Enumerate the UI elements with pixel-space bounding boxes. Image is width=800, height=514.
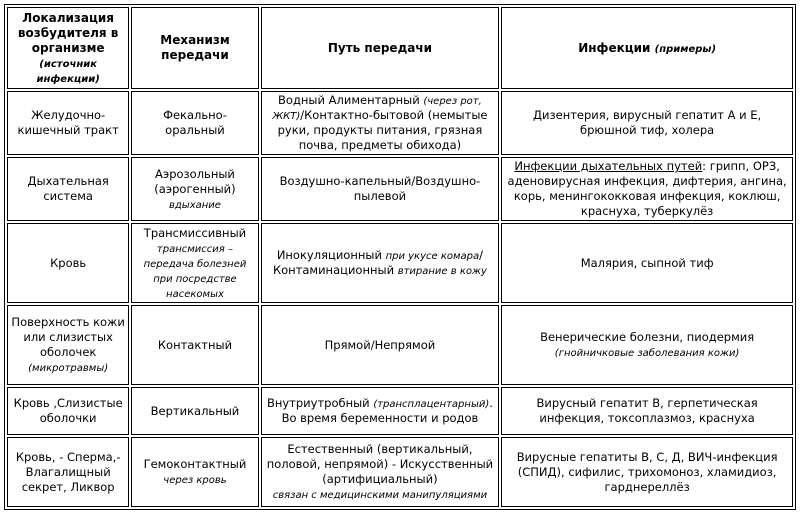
mechanism-note: вдыхание <box>168 199 221 211</box>
localization-text: Дыхательная система <box>27 174 109 203</box>
cell-localization <box>7 305 129 385</box>
path-note: связан с медицинскими манипуляциями <box>272 490 488 501</box>
table-row <box>7 91 793 155</box>
header-mechanism-title: Механизм передачи <box>160 33 230 62</box>
path-text: Водный Алиментарный <box>278 93 420 107</box>
header-path <box>261 7 500 89</box>
path-text: Воздушно-капельный/Воздушно-пылевой <box>279 174 481 203</box>
infections-text: Венерические болезни, пиодермия <box>540 330 755 344</box>
path-note: (через рот, ЖКТ) <box>272 96 482 122</box>
cell-localization <box>7 437 129 507</box>
cell-mechanism <box>131 305 258 385</box>
cell-localization <box>7 387 129 435</box>
cell-path <box>261 91 500 155</box>
infections-text: : грипп, ОРЗ, аденовирусная инфекция, дифтерия, ангина, корь, менингококковая инфекция, коклюш, краснуха, туберкулёз <box>507 159 787 218</box>
localization-text: Кровь, - Сперма,- Влагалищный секрет, Ликвор <box>15 449 121 494</box>
cell-localization <box>7 223 129 303</box>
path-note-2: втирание в кожу <box>397 266 487 277</box>
infections-text: Малярия, сыпной тиф <box>580 255 714 270</box>
header-localization <box>7 7 129 89</box>
cell-path <box>261 157 500 221</box>
cell-infections <box>501 157 793 221</box>
path-text-continued: / Контаминационный <box>272 248 484 277</box>
cell-path <box>261 305 500 385</box>
localization-text: Кровь <box>50 255 87 270</box>
mechanism-text: Вертикальный <box>150 403 240 418</box>
cell-mechanism <box>131 223 258 303</box>
path-note: (трансплацентарный) <box>373 399 490 410</box>
localization-text: Желудочно-кишечный тракт <box>17 108 119 137</box>
cell-infections <box>501 387 793 435</box>
cell-path <box>261 223 500 303</box>
cell-infections <box>501 223 793 303</box>
cell-infections <box>501 437 793 507</box>
header-localization-note: (источник инфекции) <box>36 58 100 85</box>
mechanism-text: Трансмиссивный <box>143 225 247 240</box>
path-text: Прямой/Непрямой <box>324 337 436 352</box>
path-text: Естественный (вертикальный, половой, непрямой) - Искусственный (артифициальный) <box>266 442 494 486</box>
path-note: при укусе комара <box>385 251 480 262</box>
header-mechanism <box>131 7 258 89</box>
mechanism-text: Гемоконтактный <box>143 457 247 471</box>
header-row <box>7 7 793 89</box>
header-path-title: Путь передачи <box>327 40 433 55</box>
mechanism-text: Аэрозольный (аэрогенный) <box>154 166 236 196</box>
header-infections <box>501 7 793 89</box>
path-text: Внутриутробный <box>266 396 370 410</box>
cell-mechanism <box>131 387 258 435</box>
cell-localization <box>7 91 129 155</box>
cell-path <box>261 437 500 507</box>
infections-text: Вирусный гепатит В, герпетическая инфекция, токсоплазмоз, краснуха <box>536 396 758 425</box>
header-infections-title: Инфекции <box>578 40 651 55</box>
path-text: Инокуляционный <box>276 248 382 262</box>
infections-text: Дизентерия, вирусный гепатит А и Е, брюшной тиф, холера <box>533 108 762 137</box>
mechanism-text: Фекально-оральный <box>163 108 227 137</box>
cell-path <box>261 387 500 435</box>
path-text-continued: /Контактно-бытовой (немытые руки, продукты питания, грязная почва, предметы обихода) <box>277 108 488 152</box>
cell-mechanism <box>131 157 258 221</box>
infections-group-title: Инфекции дыхательных путей <box>514 159 703 173</box>
mechanism-text: Контактный <box>157 337 233 352</box>
infections-note: (гнойничковые заболевания кожи) <box>554 348 740 359</box>
path-text-continued: . Во время беременности и родов <box>281 396 493 425</box>
cell-mechanism <box>131 437 258 507</box>
mechanism-note: трансмиссия – передача болезней при посредстве насекомых <box>143 243 247 300</box>
cell-infections <box>501 305 793 385</box>
header-infections-note: (примеры) <box>654 43 717 55</box>
table-row <box>7 305 793 385</box>
cell-mechanism <box>131 91 258 155</box>
cell-infections <box>501 91 793 155</box>
localization-note: (микротравмы) <box>28 363 109 374</box>
localization-text: Поверхность кожи или слизистых оболочек <box>11 315 125 359</box>
table-row <box>7 437 793 507</box>
cell-localization <box>7 157 129 221</box>
header-localization-title: Локализация возбудителя в организме <box>17 10 119 55</box>
infections-text: Вирусные гепатиты В, С, Д, ВИЧ-инфекция (СПИД), сифилис, трихомоноз, хламидиоз, гарднереллёз <box>516 449 778 494</box>
mechanism-note: через кровь <box>163 475 227 486</box>
table-row <box>7 157 793 221</box>
infection-transmission-table <box>4 4 796 510</box>
table-row <box>7 223 793 303</box>
table-row <box>7 387 793 435</box>
localization-text: Кровь ,Слизистые оболочки <box>13 396 123 425</box>
